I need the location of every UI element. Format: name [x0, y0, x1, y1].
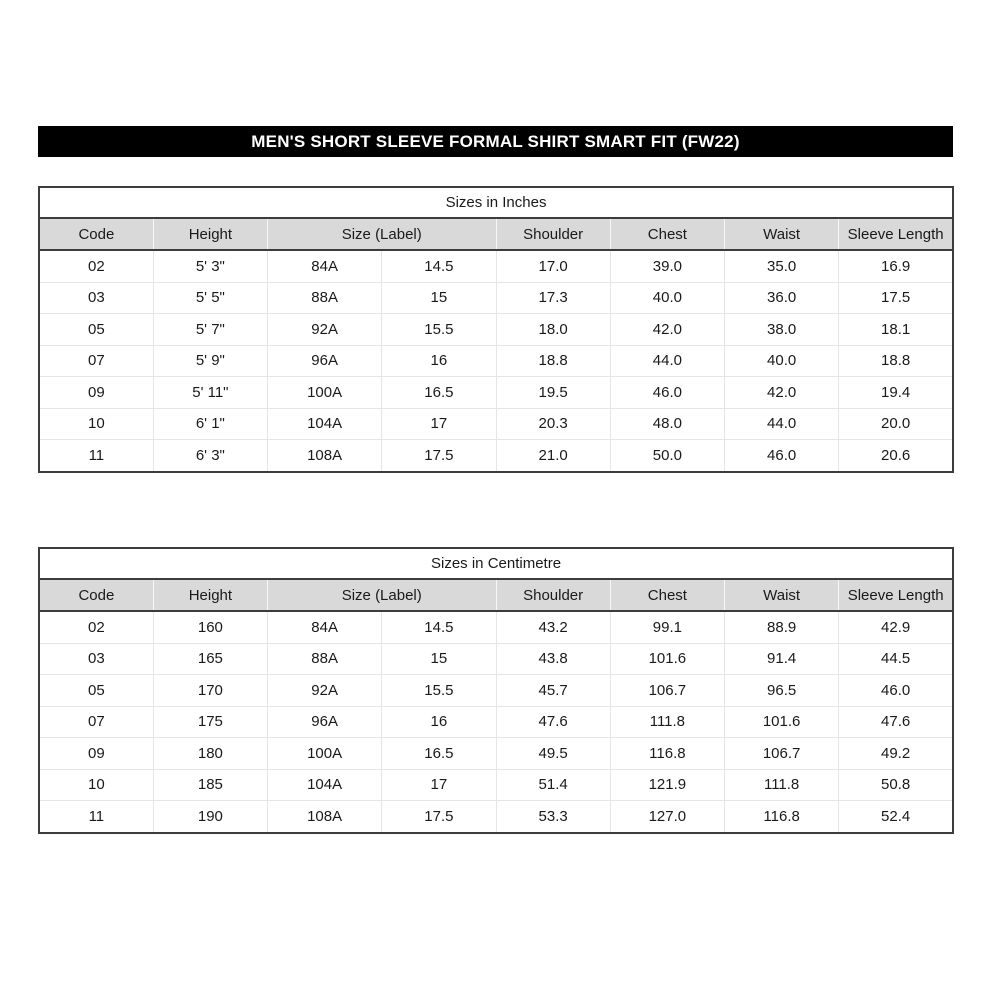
table-cell: 111.8 [610, 706, 724, 738]
table-row [39, 738, 953, 770]
table-cell: 100A [268, 738, 382, 770]
table-cell: 16.9 [839, 250, 953, 282]
table-cell: 05 [39, 675, 153, 707]
table-cell: 11 [39, 801, 153, 833]
table-cell: 43.8 [496, 643, 610, 675]
column-header: Sleeve Length [839, 218, 953, 250]
table-cell: 96A [268, 706, 382, 738]
table-cell: 03 [39, 282, 153, 314]
column-header: Sleeve Length [839, 579, 953, 611]
column-header: Chest [610, 579, 724, 611]
table-row [39, 250, 953, 282]
table-cell: 46.0 [839, 675, 953, 707]
table-cell: 47.6 [496, 706, 610, 738]
table-cell: 15.5 [382, 675, 496, 707]
table-cell: 116.8 [610, 738, 724, 770]
table-cell: 46.0 [725, 440, 839, 472]
table-cell: 165 [153, 643, 267, 675]
table-cell: 18.1 [839, 314, 953, 346]
table-cell: 48.0 [610, 408, 724, 440]
table-cell: 05 [39, 314, 153, 346]
table-cell: 5' 5" [153, 282, 267, 314]
table-cell: 07 [39, 706, 153, 738]
table-cell: 6' 3" [153, 440, 267, 472]
column-header: Code [39, 218, 153, 250]
table-cell: 44.5 [839, 643, 953, 675]
table-row [39, 675, 953, 707]
table-cell: 45.7 [496, 675, 610, 707]
table-row [39, 801, 953, 833]
page-title: MEN'S SHORT SLEEVE FORMAL SHIRT SMART FIT (FW22) [38, 126, 953, 157]
table-row [39, 440, 953, 472]
table-row [39, 611, 953, 643]
table-cell: 51.4 [496, 769, 610, 801]
table-cell: 5' 9" [153, 345, 267, 377]
table-cell: 190 [153, 801, 267, 833]
table-cell: 106.7 [610, 675, 724, 707]
table-cell: 42.0 [610, 314, 724, 346]
table-cell: 16.5 [382, 377, 496, 409]
column-header: Shoulder [496, 579, 610, 611]
table-cell: 44.0 [610, 345, 724, 377]
table-cell: 92A [268, 314, 382, 346]
table-cell: 53.3 [496, 801, 610, 833]
table-cell: 127.0 [610, 801, 724, 833]
table-cell: 121.9 [610, 769, 724, 801]
table-cell: 16 [382, 706, 496, 738]
table-cell: 101.6 [610, 643, 724, 675]
table-cell: 02 [39, 250, 153, 282]
table-cell: 6' 1" [153, 408, 267, 440]
table-cell: 17.5 [382, 440, 496, 472]
table-cell: 16 [382, 345, 496, 377]
table-cell: 96.5 [725, 675, 839, 707]
table-cell: 88A [268, 643, 382, 675]
table-cell: 17.0 [496, 250, 610, 282]
column-header: Size (Label) [268, 579, 497, 611]
table-cell: 92A [268, 675, 382, 707]
table-cell: 5' 11" [153, 377, 267, 409]
table-cell: 44.0 [725, 408, 839, 440]
table-cell: 160 [153, 611, 267, 643]
table-row [39, 345, 953, 377]
column-header: Chest [610, 218, 724, 250]
table-cell: 40.0 [725, 345, 839, 377]
table-cell: 108A [268, 440, 382, 472]
table-cell: 104A [268, 408, 382, 440]
table-cell: 84A [268, 250, 382, 282]
table-cell: 18.8 [496, 345, 610, 377]
table-cell: 52.4 [839, 801, 953, 833]
table-cell: 104A [268, 769, 382, 801]
table-cell: 20.0 [839, 408, 953, 440]
table-cell: 16.5 [382, 738, 496, 770]
table-cell: 108A [268, 801, 382, 833]
table-header-row [39, 218, 953, 250]
table-cell: 170 [153, 675, 267, 707]
table-cell: 20.6 [839, 440, 953, 472]
table-cell: 09 [39, 738, 153, 770]
sizes-table [38, 186, 954, 473]
table-cell: 35.0 [725, 250, 839, 282]
table-cell: 20.3 [496, 408, 610, 440]
table-cell: 19.5 [496, 377, 610, 409]
table-cell: 47.6 [839, 706, 953, 738]
table-cell: 5' 7" [153, 314, 267, 346]
table-row [39, 769, 953, 801]
table-cell: 180 [153, 738, 267, 770]
table-row [39, 643, 953, 675]
table-cell: 42.9 [839, 611, 953, 643]
table-cell: 50.0 [610, 440, 724, 472]
sizes-table [38, 547, 954, 834]
table-cell: 18.0 [496, 314, 610, 346]
table-cell: 91.4 [725, 643, 839, 675]
table-cell: 21.0 [496, 440, 610, 472]
table-title: Sizes in Inches [39, 187, 953, 218]
table-cell: 46.0 [610, 377, 724, 409]
table-cell: 09 [39, 377, 153, 409]
table-cell: 175 [153, 706, 267, 738]
table-cell: 17 [382, 769, 496, 801]
table-cell: 49.5 [496, 738, 610, 770]
table-cell: 03 [39, 643, 153, 675]
table-cell: 84A [268, 611, 382, 643]
table-cell: 17.5 [382, 801, 496, 833]
table-cell: 15.5 [382, 314, 496, 346]
table-cell: 39.0 [610, 250, 724, 282]
table-cell: 36.0 [725, 282, 839, 314]
table-cell: 11 [39, 440, 153, 472]
table-cell: 10 [39, 408, 153, 440]
table-cell: 43.2 [496, 611, 610, 643]
table-cell: 99.1 [610, 611, 724, 643]
table-cell: 5' 3" [153, 250, 267, 282]
table-row [39, 408, 953, 440]
table-cell: 185 [153, 769, 267, 801]
table-row [39, 706, 953, 738]
table-cell: 10 [39, 769, 153, 801]
table-title-row [39, 187, 953, 218]
table-cell: 14.5 [382, 250, 496, 282]
table-cell: 116.8 [725, 801, 839, 833]
table-row [39, 314, 953, 346]
table-row [39, 282, 953, 314]
column-header: Size (Label) [268, 218, 497, 250]
column-header: Shoulder [496, 218, 610, 250]
table-cell: 50.8 [839, 769, 953, 801]
table-cell: 17 [382, 408, 496, 440]
table-row [39, 377, 953, 409]
column-header: Height [153, 579, 267, 611]
table-cell: 17.3 [496, 282, 610, 314]
column-header: Waist [725, 218, 839, 250]
table-cell: 15 [382, 643, 496, 675]
table-title: Sizes in Centimetre [39, 548, 953, 579]
column-header: Waist [725, 579, 839, 611]
table-cell: 101.6 [725, 706, 839, 738]
table-cell: 40.0 [610, 282, 724, 314]
table-cell: 96A [268, 345, 382, 377]
table-title-row [39, 548, 953, 579]
table-cell: 19.4 [839, 377, 953, 409]
table-cell: 100A [268, 377, 382, 409]
table-cell: 38.0 [725, 314, 839, 346]
table-cell: 14.5 [382, 611, 496, 643]
table-cell: 42.0 [725, 377, 839, 409]
column-header: Height [153, 218, 267, 250]
table-cell: 18.8 [839, 345, 953, 377]
table-cell: 17.5 [839, 282, 953, 314]
table-cell: 07 [39, 345, 153, 377]
table-cell: 02 [39, 611, 153, 643]
table-cell: 106.7 [725, 738, 839, 770]
table-cell: 88.9 [725, 611, 839, 643]
sizes-table-inches [38, 186, 952, 473]
sizes-table-centimetre [38, 547, 952, 834]
table-cell: 15 [382, 282, 496, 314]
table-cell: 88A [268, 282, 382, 314]
column-header: Code [39, 579, 153, 611]
table-cell: 111.8 [725, 769, 839, 801]
table-header-row [39, 579, 953, 611]
table-cell: 49.2 [839, 738, 953, 770]
